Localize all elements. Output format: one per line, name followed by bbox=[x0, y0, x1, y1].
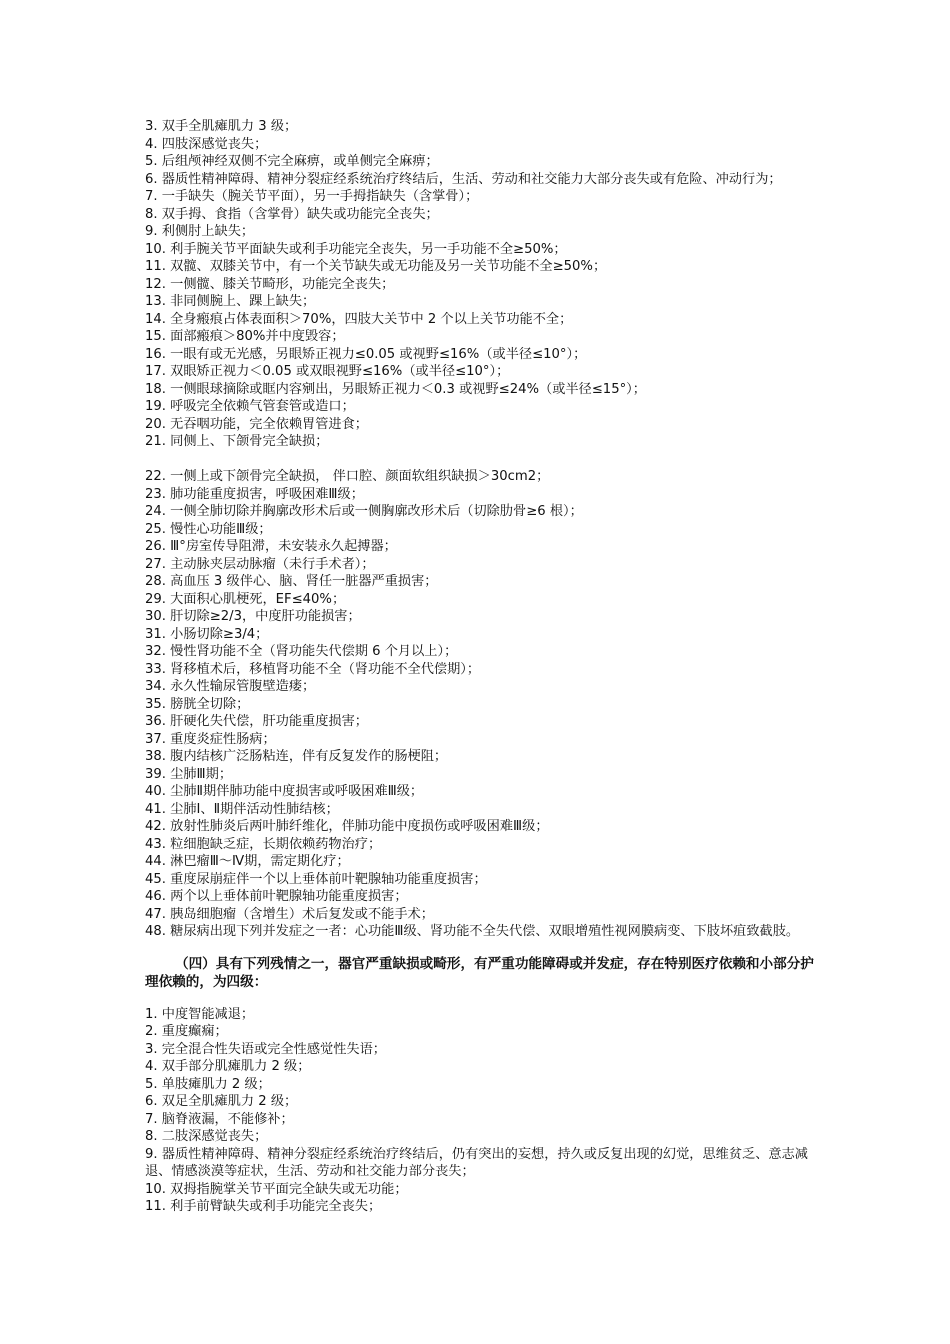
list-item: 43. 粒细胞缺乏症，长期依赖药物治疗； bbox=[145, 836, 382, 852]
list-item: 22. 一侧上或下颌骨完全缺损， 伴口腔、颜面软组织缺损＞30cm2； bbox=[145, 469, 550, 484]
list-item: 37. 重度炎症性肠病； bbox=[145, 731, 276, 747]
list-item: 2. 重度癫痫； bbox=[145, 1024, 228, 1039]
list-item: 8. 二肢深感觉丧失； bbox=[145, 1129, 268, 1144]
list-item: 9. 器质性精神障碍、精神分裂症经系统治疗终结后，仍有突出的妄想，持久或反复出现的幻觉，思维贫乏、意志减退、情感淡漠等症状，生活、劳动和社交能力部分丧失； bbox=[145, 1146, 808, 1179]
list-item: 33. 肾移植术后，移植肾功能不全（肾功能不全代偿期）； bbox=[145, 661, 481, 677]
list-item: 31. 小肠切除≥3/4； bbox=[145, 626, 269, 642]
list-item: 34. 永久性输尿管腹壁造瘘； bbox=[145, 679, 316, 694]
list-item: 38. 腹内结核广泛肠粘连，伴有反复发作的肠梗阻； bbox=[145, 749, 448, 764]
list-item: 46. 两个以上垂体前叶靶腺轴功能重度损害； bbox=[145, 889, 408, 904]
list-item: 10. 双拇指腕掌关节平面完全缺失或无功能； bbox=[145, 1181, 408, 1197]
list-item: 21. 同侧上、下颌骨完全缺损； bbox=[145, 434, 329, 449]
section-four-list bbox=[145, 1006, 815, 1216]
list-item: 10. 利手腕关节平面缺失或利手功能完全丧失，另一手功能不全≥50%； bbox=[145, 241, 567, 257]
list-item: 41. 尘肺Ⅰ、Ⅱ期伴活动性肺结核； bbox=[145, 801, 339, 817]
list-item: 16. 一眼有或无光感，另眼矫正视力≤0.05 或视野≤16%（或半径≤10°）； bbox=[145, 346, 587, 362]
list-item: 4. 四肢深感觉丧失； bbox=[145, 136, 268, 152]
list-item: 12. 一侧髋、膝关节畸形，功能完全丧失； bbox=[145, 276, 395, 292]
list-item: 1. 中度智能减退； bbox=[145, 1006, 255, 1022]
list-item: 13. 非同侧腕上、踝上缺失； bbox=[145, 294, 316, 309]
list-item: 9. 利侧肘上缺失； bbox=[145, 224, 255, 239]
list-item: 3. 完全混合性失语或完全性感觉性失语； bbox=[145, 1041, 386, 1057]
list-item: 19. 呼吸完全依赖气管套管或造口； bbox=[145, 399, 355, 414]
list-item: 29. 大面积心肌梗死，EF≤40%； bbox=[145, 591, 346, 607]
list-item: 11. 双髋、双膝关节中，有一个关节缺失或无功能及另一关节功能不全≥50%； bbox=[145, 259, 607, 274]
list-item: 7. 脑脊液漏，不能修补； bbox=[145, 1111, 294, 1127]
list-item: 36. 肝硬化失代偿，肝功能重度损害； bbox=[145, 714, 368, 729]
list-item: 45. 重度尿崩症伴一个以上垂体前叶靶腺轴功能重度损害； bbox=[145, 871, 487, 887]
list-item: 15. 面部瘢痕＞80%并中度毁容； bbox=[145, 329, 345, 344]
list-item: 47. 胰岛细胞瘤（含增生）术后复发或不能手术； bbox=[145, 906, 434, 922]
list-item: 32. 慢性肾功能不全（肾功能失代偿期 6 个月以上）； bbox=[145, 644, 458, 659]
list-item: 48. 糖尿病出现下列并发症之一者：心功能Ⅲ级、肾功能不全失代偿、双眼增殖性视网膜病变、下肢坏疽致截肢。 bbox=[145, 924, 800, 939]
list-item: 26. Ⅲ°房室传导阻滞，未安装永久起搏器； bbox=[145, 539, 397, 554]
list-item: 30. 肝切除≥2/3，中度肝功能损害； bbox=[145, 609, 361, 624]
section-three-list bbox=[145, 118, 815, 941]
list-item: 5. 单肢瘫肌力 2 级； bbox=[145, 1076, 271, 1092]
list-item: 6. 器质性精神障碍、精神分裂症经系统治疗终结后，生活、劳动和社交能力大部分丧失或有危险、冲动行为； bbox=[145, 171, 782, 187]
section-four-heading: （四）具有下列残情之一，器官严重缺损或畸形，有严重功能障碍或并发症，存在特别医疗依赖和小部分护理依赖的，为四级： bbox=[145, 955, 814, 990]
list-item: 14. 全身瘢痕占体表面积＞70%，四肢大关节中 2 个以上关节功能不全； bbox=[145, 311, 573, 327]
list-item: 44. 淋巴瘤Ⅲ～Ⅳ期，需定期化疗； bbox=[145, 854, 350, 869]
list-item: 39. 尘肺Ⅲ期； bbox=[145, 766, 233, 782]
list-item: 23. 肺功能重度损害，呼吸困难Ⅲ级； bbox=[145, 486, 364, 502]
list-item: 24. 一侧全肺切除并胸廓改形术后或一侧胸廓改形术后（切除肋骨≥6 根）； bbox=[145, 504, 583, 519]
list-item: 35. 膀胱全切除； bbox=[145, 696, 250, 712]
list-item: 20. 无吞咽功能，完全依赖胃管进食； bbox=[145, 416, 368, 432]
list-item: 42. 放射性肺炎后两叶肺纤维化，伴肺功能中度损伤或呼吸困难Ⅲ级； bbox=[145, 819, 549, 834]
list-item: 8. 双手拇、食指（含掌骨）缺失或功能完全丧失； bbox=[145, 206, 439, 222]
list-item: 5. 后组颅神经双侧不完全麻痹，或单侧完全麻痹； bbox=[145, 154, 439, 169]
list-item: 28. 高血压 3 级伴心、脑、肾任一脏器严重损害； bbox=[145, 574, 438, 589]
blank-line bbox=[145, 451, 815, 469]
list-item: 7. 一手缺失（腕关节平面），另一手拇指缺失（含掌骨）； bbox=[145, 189, 479, 204]
list-item: 11. 利手前臂缺失或利手功能完全丧失； bbox=[145, 1199, 382, 1214]
list-item: 17. 双眼矫正视力＜0.05 或双眼视野≤16%（或半径≤10°）； bbox=[145, 364, 510, 379]
document-page bbox=[145, 118, 815, 1216]
list-item: 27. 主动脉夹层动脉瘤（未行手术者）； bbox=[145, 556, 375, 572]
list-item: 4. 双手部分肌瘫肌力 2 级； bbox=[145, 1059, 311, 1074]
list-item: 25. 慢性心功能Ⅲ级； bbox=[145, 521, 272, 537]
list-item: 18. 一侧眼球摘除或眶内容剜出，另眼矫正视力＜0.3 或视野≤24%（或半径≤15°）； bbox=[145, 381, 646, 397]
list-item: 3. 双手全肌瘫肌力 3 级； bbox=[145, 119, 298, 134]
list-item: 40. 尘肺Ⅱ期伴肺功能中度损害或呼吸困难Ⅲ级； bbox=[145, 784, 424, 799]
list-item: 6. 双足全肌瘫肌力 2 级； bbox=[145, 1094, 298, 1109]
